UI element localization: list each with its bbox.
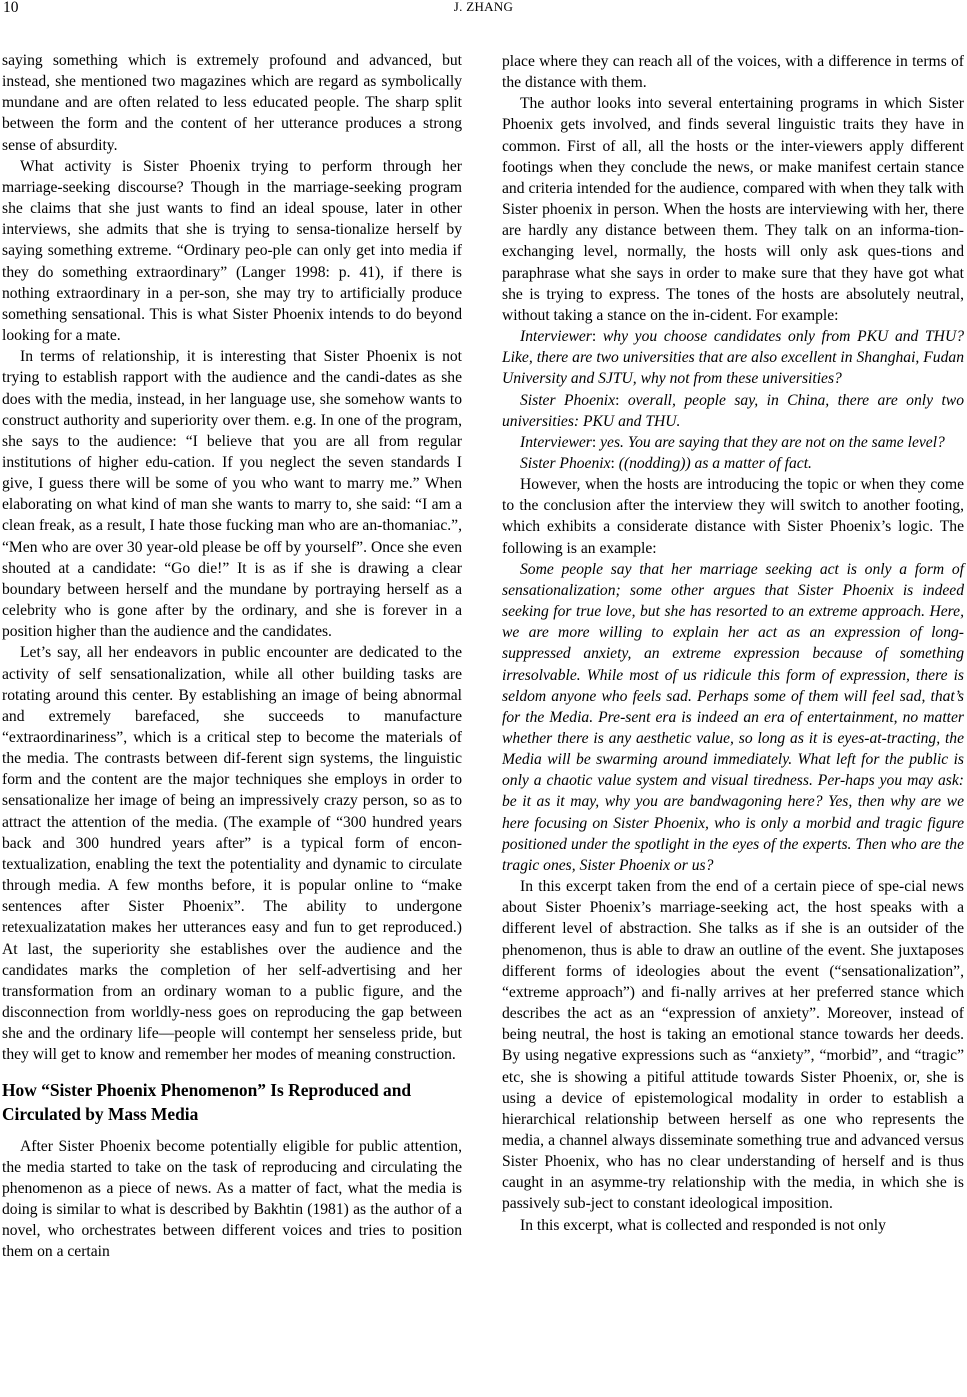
left-column: [2, 50, 462, 1262]
speaker-name: Sister Phoenix: [520, 454, 611, 472]
dialogue-text: overall, people say, in China, there are only two universities: PKU and THU.: [502, 391, 965, 430]
page-header: [0, 0, 967, 24]
paragraph: saying something which is extremely profound and advanced, but instead, she mentioned two magazines which are regard as symbolically mundane and are often related to less educated people. The sharp split between the form and the content of her utterance produces a strong sense of absurdity.: [2, 52, 462, 154]
dialogue-text: as a matter of fact.: [694, 454, 812, 472]
paragraph: Let’s say, all her endeavors in public encounter are dedicated to the activity of self sensationalization, while all other building tasks are rotating around this center. By establishing an image of being abnormal and extremely barefaced, she succeeds to manufacture “extraordinariness”, which is a critical step to become the materials of the media. The contrasts between dif-ferent sign systems, the linguistic form and the content are the major techniques she employs in order to sensationalize her image of being an impressively crazy person, so as to attract the attention of the media. (The example of “300 hundred years back and 300 hundred years after” is a typical form of encon-textualization, enabling the text the potentiality and dynamic to circulate through media. A few months before, it is popular online to “make sentences after Sister Phoenix”. The ability to undergone retexualizatation makes her utterances easy and fun to get reproduced.) At last, the superiority she establishes over the audience and the candidates marks the completion of her self-advertising and her transformation from an ordinary woman to a public figure, and the disconnection from worldly-ness goes on reproducing the gap between she and the ordinary life—people will contempt her senseless pride, but they will get to know and remember her modes of meaning construction.: [2, 644, 462, 1064]
page-number: 10: [3, 0, 19, 16]
speaker-name: Interviewer: [520, 433, 592, 451]
running-head: J. ZHANG: [453, 0, 514, 14]
dialogue-line: Sister Phoenix: overall, people say, in China, there are only two universities: PKU and THU.: [502, 391, 965, 430]
paragraph: The author looks into several entertaining programs in which Sister Phoenix gets involved, and finds several linguistic traits they have in common. First of all, all the hosts or the inter-viewers apply different footings when they conclude the news, or make manifest certain stance and criteria intended for the audience, compared with when they talk with Sister phoenix in person. When the hosts are interviewing with her, there are hardly any distance between them. They talk on an informa-tion-exchanging level, normally, the hosts will only ask ques-tions and paraphrase what she says in order to make sure that they have got what she is trying to express. The tones of the hosts are absolutely neutral, without taking a stance on the in-cident. For example:: [502, 95, 964, 324]
paragraph: place where they can reach all of the voices, with a difference in terms of the distance with them.: [502, 53, 964, 92]
paragraph: In this excerpt, what is collected and responded is not only: [520, 1216, 886, 1234]
right-column: [502, 51, 964, 1236]
section-heading: How “Sister Phoenix Phenomenon” Is Reproduced and Circulated by Mass Media: [2, 1079, 412, 1124]
dialogue-line: Interviewer: why you choose candidates only from PKU and THU? Like, there are two universities that are also excellent in Shanghai, Fudan University and SJTU, why not from these universities?: [502, 328, 964, 388]
dialogue-line: Interviewer: yes. You are saying that they are not on the same level?: [520, 433, 945, 451]
paragraph: What activity is Sister Phoenix trying to perform through her marriage-seeking discourse? Though in the marriage-seeking program she claims that she just wants to find an ideal spouse, later in other interviews, she admits that she is trying to sensa-tionalize herself by saying something extreme. “Ordinary peo-ple can only get into media if they do something extraordinary” (Langer 1998: p. 41), if there is nothing extraordinary in a per-son, she may try to artificially produce something sensational. This is what Sister Phoenix intends to do beyond looking for a mate.: [2, 157, 462, 345]
speaker-name: Interviewer: [520, 328, 592, 346]
block-quote: Some people say that her marriage seeking act is only a form of sensationalization; some other argues that Sister Phoenix is indeed seeking for true love, but she has resorted to an extreme approach. Here, we are more willing to explain her act as an expression of long-suppressed anxiety, an extreme expression because of something irresolvable. While most of us ridicule this form of expression, there is seldom anyone who feels sad. Perhaps some of them will feel sad, that’s for the Media. Pre-sent era is indeed an era of entertainment, no matter whether there is any aesthetic value, so long as it is eyes-at-tracting, the Media will be swarming around immediately. What left for the public is only a chaotic value system and visual tiredness. Per-haps you may ask: be it as it may, why you are bandwagoning here? Yes, then why are we here focusing on Sister Phoenix, who is only a morbid and tragic figure positioned under the spotlight in the eyes of the experts. Then who are the tragic ones, Sister Phoenix or us?: [502, 560, 964, 874]
paragraph: In this excerpt taken from the end of a certain piece of spe-cial news about Sister Phoenix’s marriage-seeking act, the host speaks with a different level of abstraction. She talks as if she is an outsider of the phenomenon, thus is able to draw an outline of the event. She juxtaposes different forms of ideologies about the event (“sensationalization”, “extreme approach”) and fi-nally arrives at her preferred stance which describes the act as an “expression of anxiety”. Moreover, instead of being neutral, the host is taking an emotional stance towards her deeds. By using negative expressions such as “anxiety”, “morbid”, and “tragic” etc, she is showing a pitiful attitude towards Sister Phoenix, or, she is using a device of epistemological modality in order to establish a hierarchical relationship between herself as one who represents the media, a channel always disseminate something true and advanced versus Sister Phoenix, who has no clear understanding of herself and is thus caught in an asymme-try relationship with the media, in which she is passively sub-ject to constant ideological imposition.: [502, 878, 964, 1213]
paragraph: In terms of relationship, it is interesting that Sister Phoenix is not trying to establish rapport with the audience and the candi-dates as she does with the media, instead, in her language use, she somehow wants to construct authority and superiority over them. e.g. In one of the program, she says to the audience: “I believe that you are all from regular institutions of higher edu-cation. If you neglect the seven standards I give, I guess there will be some of you who want to marry me.” When elaborating on what kind of man she wants to marry to, she said: “I am a clean freak, as a result, I hate those fucking man who are an-thomaniac.”, “Men who are over 30 year-old please be off by yourself”. Once she even shouted at a candidate: “Go die!” It is as if she is drawing a clear boundary between herself and the mundane by portraying herself as a celebrity who is gone after by the ordinary, and she is forever in a position higher than the audience and the candidates.: [2, 348, 462, 641]
dialogue-line: Sister Phoenix: ((nodding)) as a matter of fact.: [520, 454, 812, 472]
paragraph: After Sister Phoenix become potentially eligible for public attention, the media started to take on the task of reproducing and circulating the phenomenon as a piece of news. As a matter of fact, what the media is doing is similar to what is described by Bakhtin (1981) as the author of a novel, who orchestrates between different voices and tries to position them on a certain: [2, 1137, 462, 1261]
speaker-name: Sister Phoenix: [520, 391, 616, 409]
stage-direction: ((nodding)): [618, 454, 691, 472]
dialogue-text: why you choose candidates only from PKU and THU? Like, there are two universities that are also excellent in Shanghai, Fudan University and SJTU, why not from these universities?: [502, 328, 964, 388]
dialogue-text: yes. You are saying that they are not on the same level?: [600, 433, 945, 451]
paragraph: However, when the hosts are introducing the topic or when they come to the conclusion after the interview they will switch to another footing, which exhibits a considerate distance with Sister Phoenix’s logic. The following is an example:: [502, 476, 964, 557]
